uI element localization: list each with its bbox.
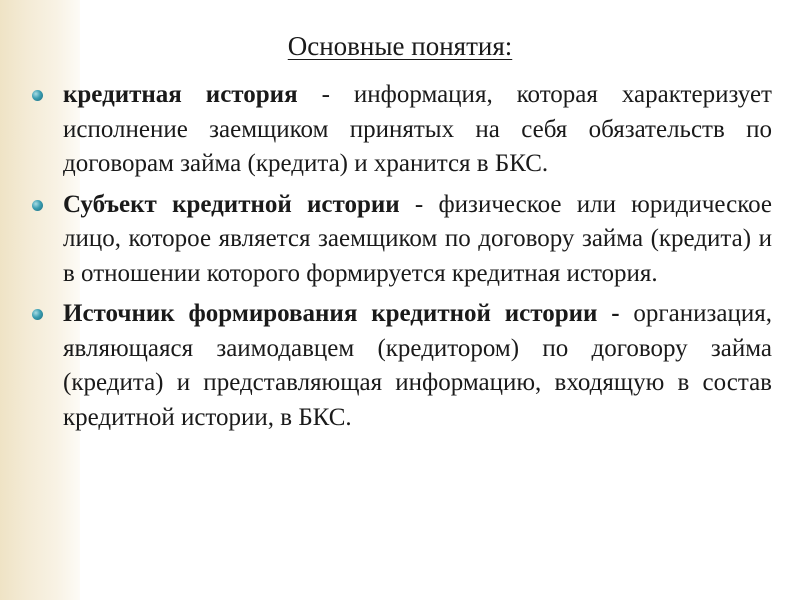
list-item-source — [32, 297, 772, 435]
bullet-icon — [32, 90, 43, 101]
bullet-icon — [32, 309, 43, 320]
list-item-text — [63, 188, 772, 292]
definitions-list — [32, 78, 772, 441]
term-definition: информация, которая характеризует исполнение заемщиком принятых на себя обязательств по договорам займа (кредита) и хранится в БКС. — [63, 81, 772, 177]
bullet-icon — [32, 200, 43, 211]
list-item-credit-history — [32, 78, 772, 182]
slide-title: Основные понятия: — [287, 31, 513, 61]
list-item-subject — [32, 188, 772, 292]
list-item-text — [63, 297, 772, 435]
term-definition: организация, являющаяся заимодавцем (кредитором) по договору займа (кредита) и представляющая информацию, входящую в состав кредитной истории, в БКС. — [63, 300, 773, 431]
term-definition: физическое или юридическое лицо, которое является заемщиком по договору займа (кредита) и в отношении которого формируется кредитная история. — [63, 190, 772, 287]
term-label: кредитная история — [63, 81, 298, 108]
term-separator: - — [399, 190, 439, 218]
term-separator — [620, 300, 634, 327]
term-label: Источник формирования кредитной истории - — [63, 300, 620, 327]
term-label: Субъект кредитной истории — [63, 190, 400, 218]
term-separator: - — [297, 81, 354, 108]
list-item-text — [63, 78, 772, 182]
